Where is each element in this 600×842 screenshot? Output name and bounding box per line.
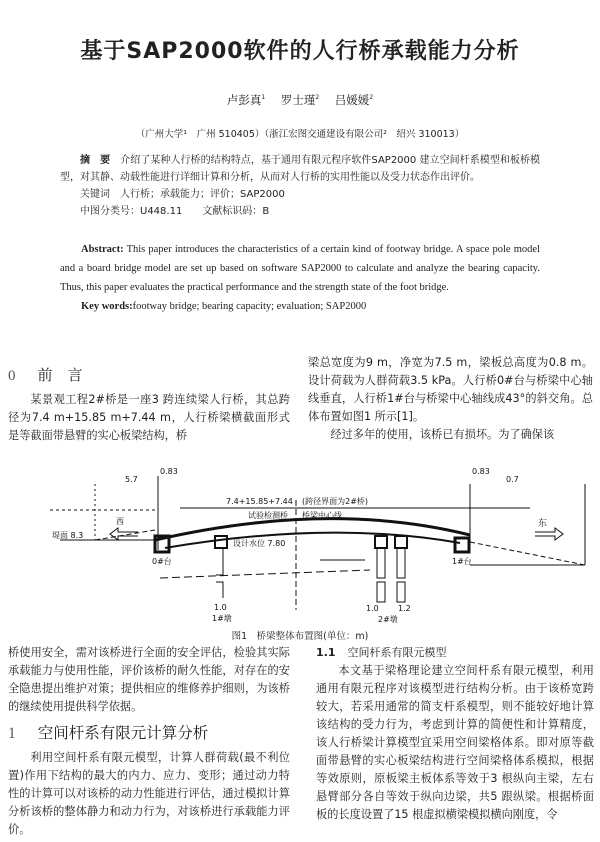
right-column-bottom — [316, 644, 594, 824]
label-0-83-left: 0.83 — [160, 467, 178, 476]
label-abutment-0: 0#台 — [152, 557, 172, 566]
paragraph: 某景观工程2#桥是一座3 跨连续梁人行桥，其总跨径为7.4 m+15.85 m+7.44 m，人行桥梁横截面形式是等截面带悬臂的实心板梁结构，桥 — [8, 393, 290, 442]
left-column-top — [8, 364, 290, 445]
label-spans: 7.4+15.85+7.44 — [226, 497, 293, 506]
label-pier-2: 2#墩 — [378, 615, 398, 624]
subsection-heading-1-1: 1.1 空间杆系有限元模型 — [316, 646, 447, 659]
paragraph: 桥使用安全，需对该桥进行全面的安全评估，检验其实际承载能力与使用性能，评价该桥的耐久性能，对存在的安全隐患提出维护对策；提供相应的维修养护细则，为该桥的继续使用提供科学依据。 — [8, 646, 290, 713]
label-centerline: 桥梁中心线 — [302, 511, 342, 520]
label-1-2: 1.2 — [398, 604, 411, 613]
label-abutment-1: 1#台 — [452, 557, 472, 566]
label-note: (跨径界面为2#桥) — [302, 497, 369, 506]
authors — [0, 92, 600, 108]
label-west: 西 — [116, 517, 124, 526]
keywords-en: Key words:footway bridge; bearing capacity; evaluation; SAP2000 — [81, 301, 367, 312]
label-bank: 堤面 8.3 — [52, 531, 84, 540]
label-5-7: 5.7 — [125, 475, 138, 484]
paper-title: 基于SAP2000软件的人行桥承载能力分析 — [80, 39, 520, 64]
affiliations: （广州大学¹ 广州 510405）（浙江宏图交通建设有限公司² 绍兴 310013） — [135, 129, 465, 140]
label-0-83-right: 0.83 — [472, 467, 490, 476]
label-pier-1: 1#墩 — [212, 614, 232, 623]
label-0-7: 0.7 — [506, 475, 519, 484]
label-water-level: 设计水位 7.80 — [233, 539, 286, 548]
paragraph: 利用空间杆系有限元模型，计算人群荷载(最不利位置)作用下结构的最大的内力、应力、变形；通过动力特性的计算可以对该桥的动力性能进行评估，通过模拟计算分析该桥的整体静力和动力行为，对该桥进行承载能力评价。 — [8, 751, 290, 836]
right-column-top — [308, 354, 593, 444]
chinese-abstract: 摘 要 介绍了某种人行桥的结构特点，基于通用有限元程序软件SAP2000 建立空间杆系模型和板桥模型，对其静、动载性能进行详细计算和分析，从而对人行桥的实用性能以及受力状态作出评价。 关键词 人行桥；承载能力；评价；SAP2000 中图分类号：U448.11 文献标识码：B — [60, 152, 540, 220]
bridge-layout-figure — [30, 464, 590, 624]
section-heading-0: 0 前 言 — [8, 366, 83, 384]
author: 卢彭真$^1$ — [226, 93, 266, 107]
section-heading-1: 1 空间杆系有限元计算分析 — [8, 724, 209, 742]
author: 罗士瑾$^2$ — [280, 93, 320, 107]
keywords-cn: 关键词 人行桥；承载能力；评价；SAP2000 — [80, 189, 285, 200]
label-test-bridge: 试验检测桥 — [248, 511, 288, 520]
label-1-0b: 1.0 — [366, 604, 379, 613]
paragraph: 梁总宽度为9 m，净宽为7.5 m，梁板总高度为0.8 m。设计荷载为人群荷载3.5 kPa。人行桥0#台与桥梁中心轴线垂直，人行桥1#台与桥梁中心轴线成43°的斜交角。总体布置如图1 所示[1]。 — [308, 356, 593, 423]
classification: 中图分类号：U448.11 文献标识码：B — [80, 206, 270, 217]
figure-caption: 图1 桥梁整体布置图(单位：m) — [231, 631, 369, 642]
paragraph: 经过多年的使用，该桥已有损坏。为了确保该 — [330, 428, 555, 441]
label-1-0: 1.0 — [214, 603, 227, 612]
paragraph: 本文基于梁格理论建立空间杆系有限元模型，利用通用有限元程序对该模型进行结构分析。由于该桥宽跨较大，若采用通常的简支杆系模型，则不能较好地计算该结构的受力行为，考虑到计算的简便性和计算精度，该人行桥梁计算模型宜采用空间梁格体系。即对原等截面带悬臂的实心板梁结构进行空间梁格体系模拟，根据等效原则，原板梁主板体系等效于3 根纵向主梁，左右悬臂部分各自等效于纵向边梁，共5 跟纵梁。根据桥面板的长度设置了15 根虚拟横梁模拟横向刚度，令 — [316, 664, 594, 821]
label-east: 东 — [538, 519, 548, 529]
author: 吕媛媛$^2$ — [334, 93, 374, 107]
left-column-bottom — [8, 644, 290, 839]
english-abstract: Abstract: This paper introduces the characteristics of a certain kind of footway bridge. A space pole model and a board bridge model are set up based on software SAP2000 to calculate and analyze the bearing capacity. Thus, this paper evaluates the practical performance and the strength state of the foot bridge. Key words:footway bridge; bearing capacity; evaluation; SAP2000 — [60, 240, 540, 316]
